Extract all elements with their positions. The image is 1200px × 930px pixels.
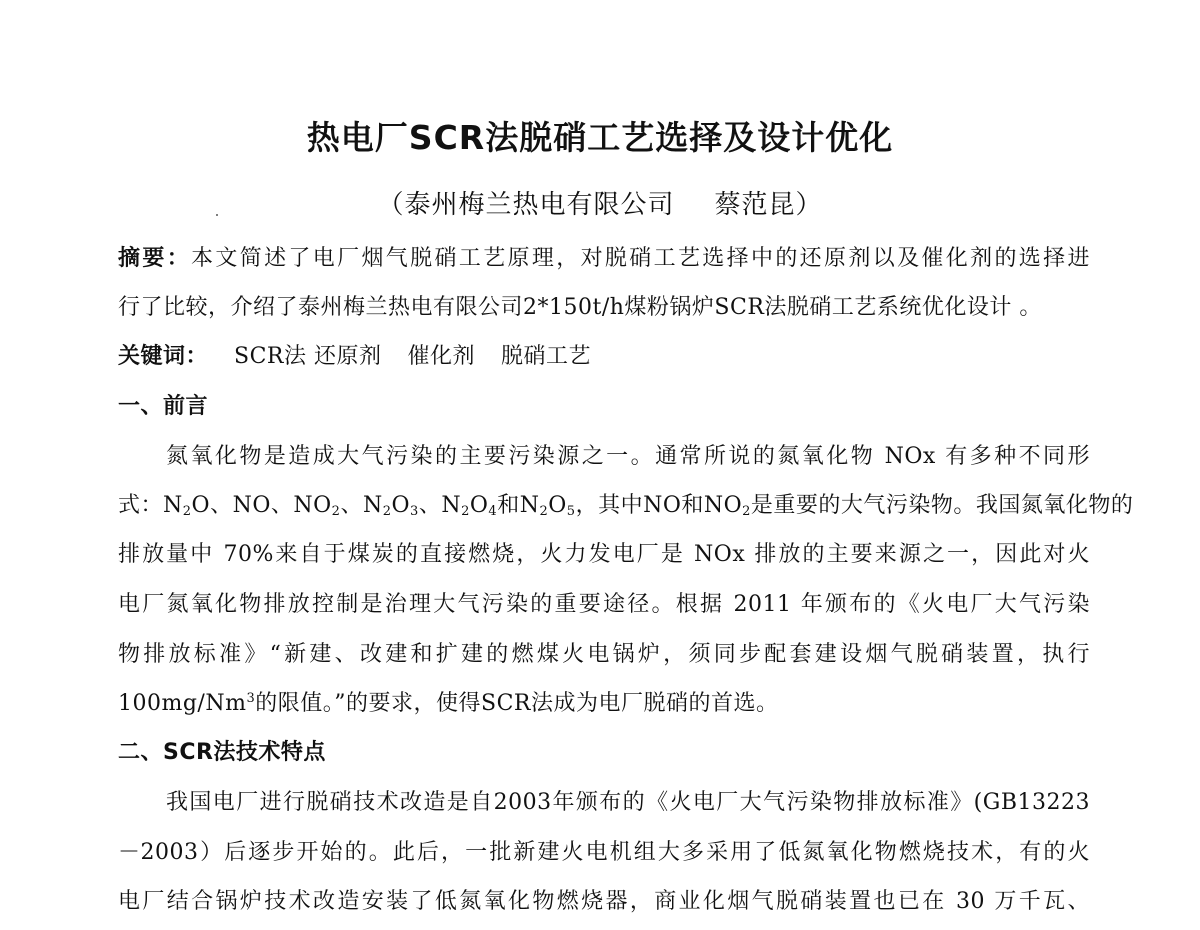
abstract-label: 摘要：	[118, 246, 192, 271]
section-2-heading: 二、SCR法技术特点	[118, 740, 326, 765]
abstract-line-1	[118, 244, 1090, 274]
scan-speck	[216, 214, 218, 216]
abstract-text-1: 本文简述了电厂烟气脱硝工艺原理，对脱硝工艺选择中的还原剂以及催化剂的选择进	[191, 246, 1090, 271]
section-1-line: 排放量中 70%来自于煤炭的直接燃烧，火力发电厂是 NOx 排放的主要来源之一，因此对火	[118, 542, 1090, 567]
keywords-line	[118, 342, 1090, 372]
section-1-line: 电厂氮氧化物排放控制是治理大气污染的重要途径。根据 2011 年颁布的《火电厂大气污染	[118, 592, 1090, 617]
section-2-line: 我国电厂进行脱硝技术改造是自2003年颁布的《火电厂大气污染物排放标准》(GB13223	[166, 790, 1090, 815]
author-name: 蔡范昆）	[714, 190, 823, 220]
keyword-item: 还原剂	[314, 344, 382, 369]
section-2-line: 电厂结合锅炉技术改造安装了低氮氧化物燃烧器，商业化烟气脱硝装置也已在 30 万千瓦、	[118, 889, 1090, 914]
abstract-line-2: 行了比较，介绍了泰州梅兰热电有限公司2*150t/h煤粉锅炉SCR法脱硝工艺系统优化设计 。	[118, 295, 1042, 320]
author-organization: （泰州梅兰热电有限公司	[377, 190, 675, 220]
section-1-line: 式：$N_2O$、NO、$NO_2$、$N_2O_3$、$N_2O_4$和$N_2O_5$，其中NO和$NO_2$是重要的大气污染物。我国氮氧化物的	[118, 493, 1134, 519]
section-1-line: 物排放标准》“新建、改建和扩建的燃煤火电锅炉，须同步配套建设烟气脱硝装置，执行	[118, 642, 1090, 667]
keyword-item: SCR法	[234, 344, 307, 369]
keyword-item: 脱硝工艺	[501, 344, 592, 369]
keywords-label: 关键词：	[118, 344, 209, 369]
section-1-line: 100mg/Nm$^3$的限值。”的要求，使得SCR法成为电厂脱硝的首选。	[118, 691, 779, 716]
section-2-line: －2003）后逐步开始的。此后，一批新建火电机组大多采用了低氮氧化物燃烧技术，有的火	[118, 840, 1090, 865]
document-title: 热电厂SCR法脱硝工艺选择及设计优化	[306, 118, 894, 157]
section-1-line: 氮氧化物是造成大气污染的主要污染源之一。通常所说的氮氧化物 NOx 有多种不同形	[166, 444, 1090, 469]
author-line	[0, 184, 1200, 221]
section-1-heading: 一、前言	[118, 394, 209, 419]
keyword-item: 催化剂	[407, 344, 476, 369]
